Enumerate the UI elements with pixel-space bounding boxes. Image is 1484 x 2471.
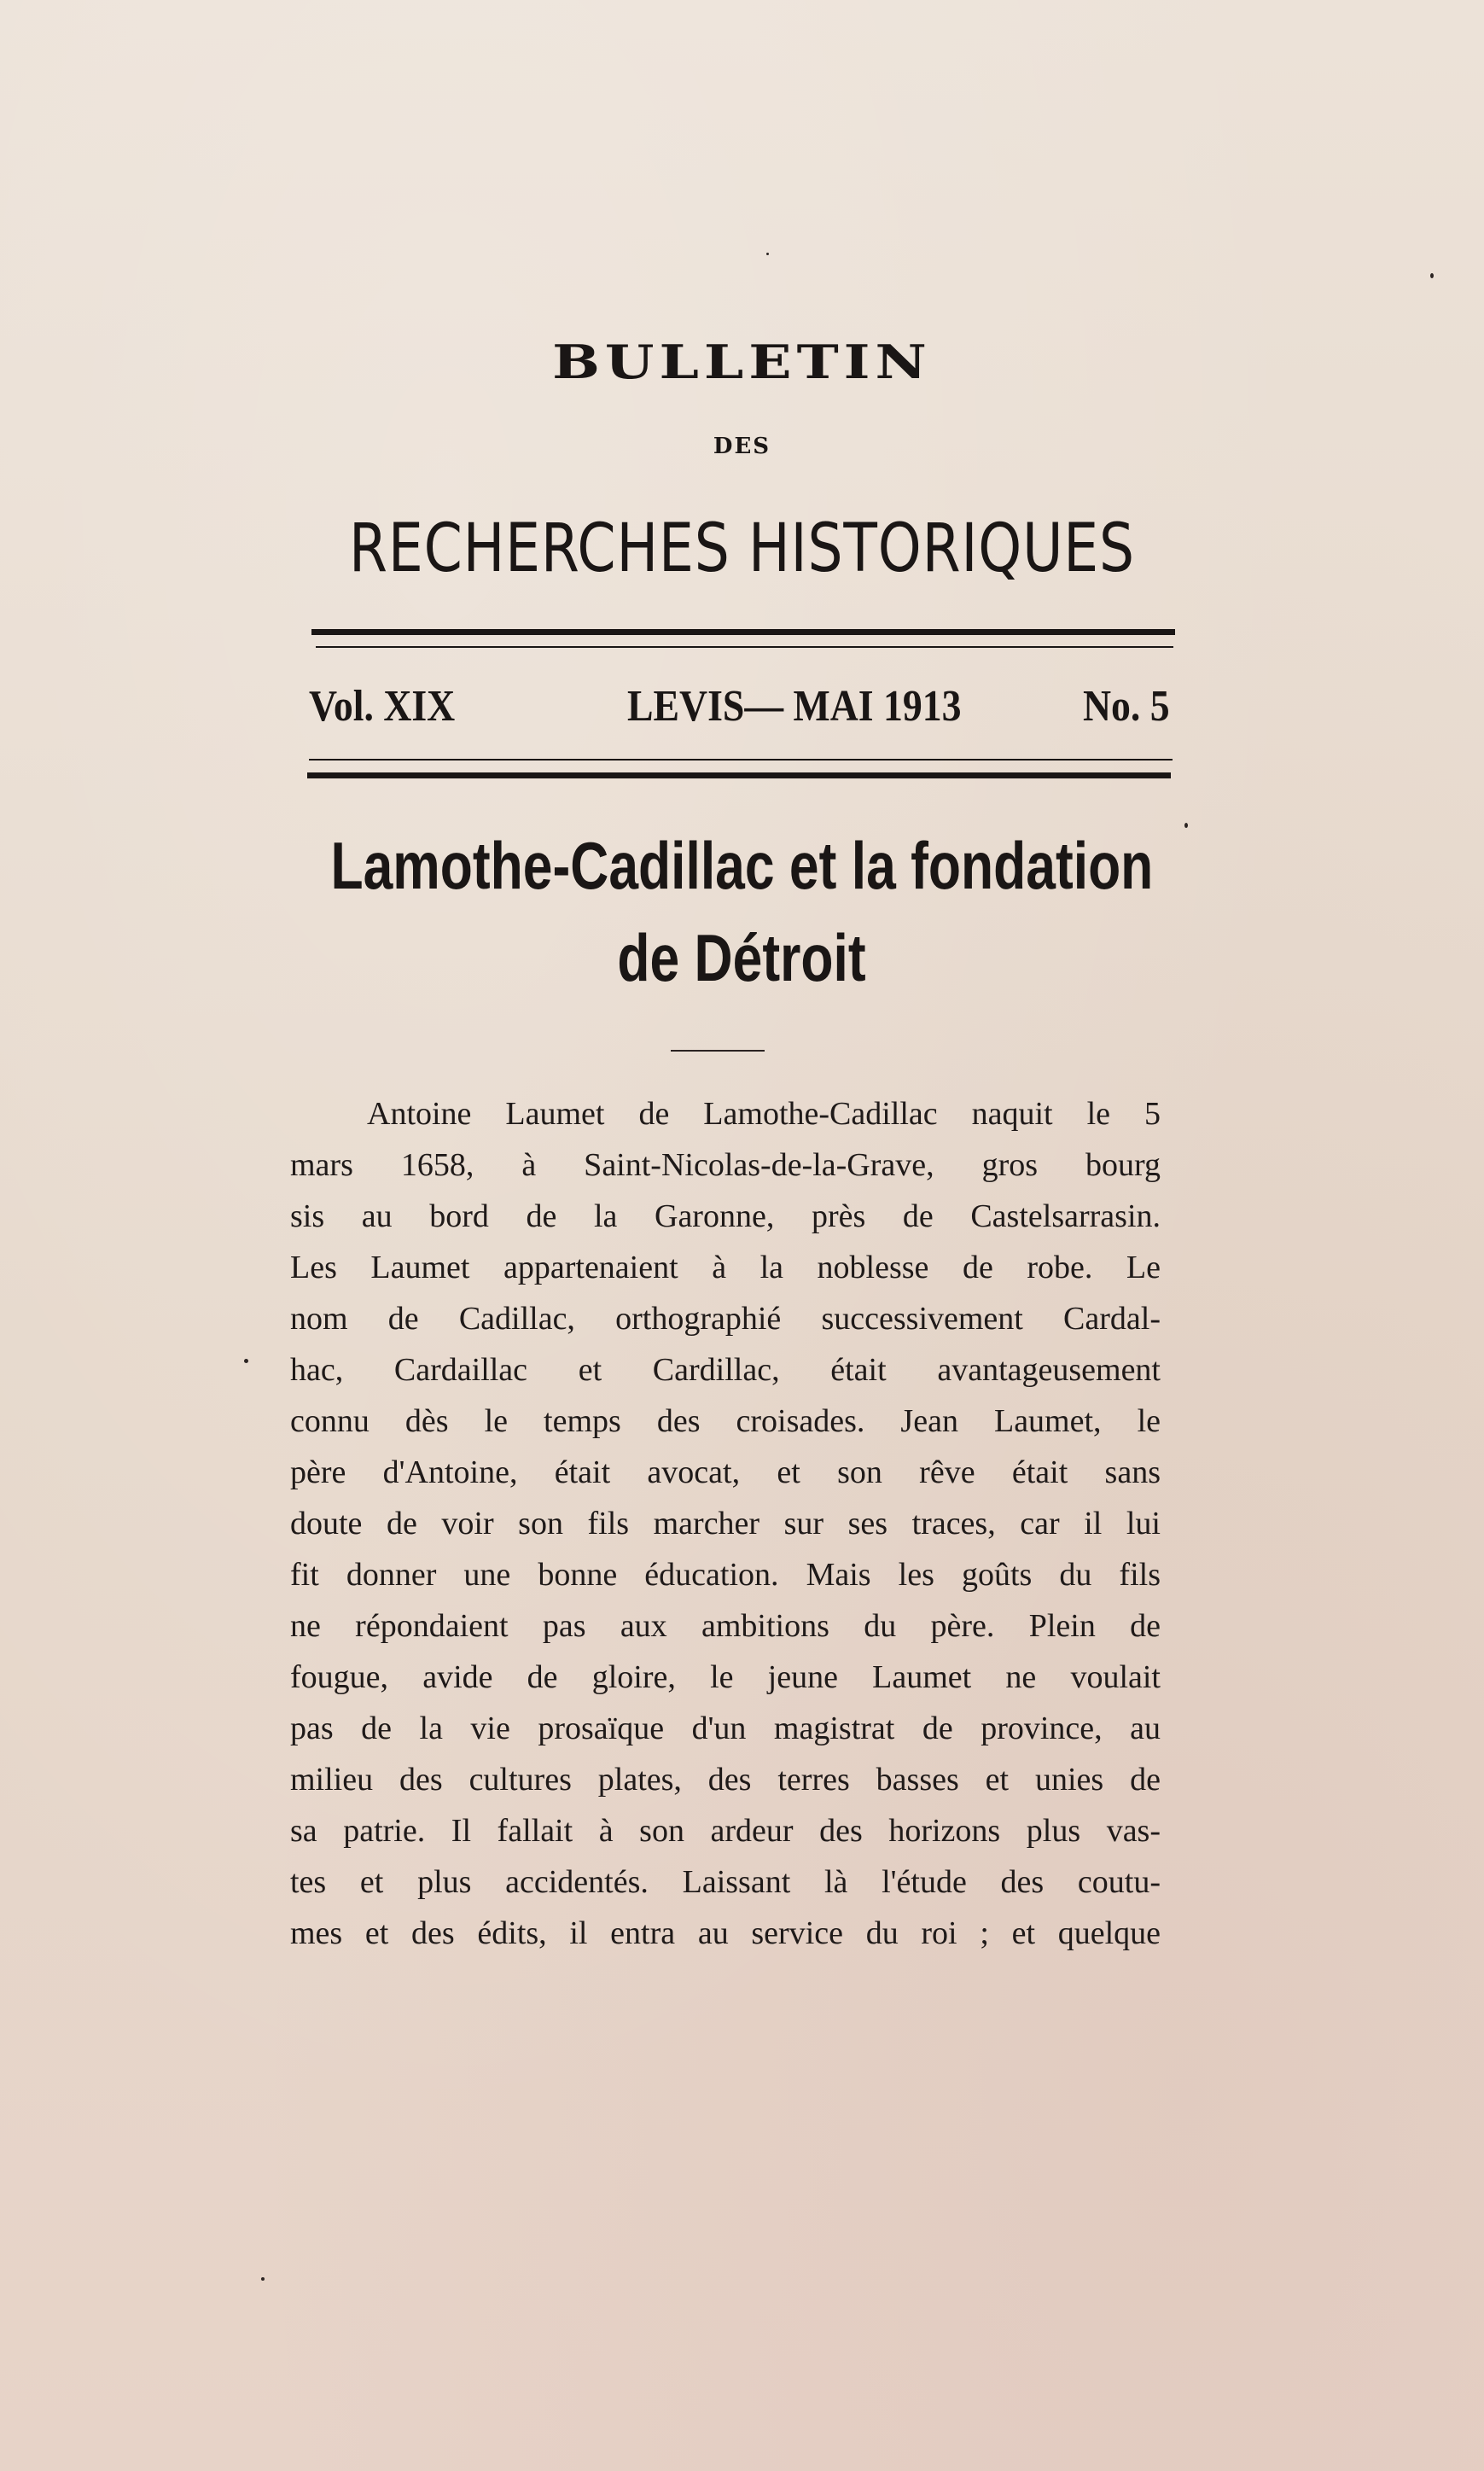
- paper-speck: [244, 1359, 248, 1363]
- issue-volume: Vol. XIX: [309, 682, 456, 731]
- title-separator: [671, 1050, 765, 1052]
- masthead-title: BULLETIN: [552, 335, 932, 389]
- paper-speck: [1430, 273, 1434, 278]
- top-rule-thin: [316, 646, 1173, 648]
- paper-speck: [1184, 823, 1188, 828]
- article-title-line-1: Lamothe-Cadillac et la fondation: [330, 828, 1154, 903]
- paper-speck: [261, 2277, 265, 2281]
- body-line: mes et des édits, il entra au service du roi ; et quelque: [290, 1915, 1161, 1951]
- top-rule-thick: [311, 629, 1175, 635]
- article-title-line-2: de Détroit: [617, 920, 867, 995]
- body-line: fougue, avide de gloire, le jeune Laumet ne voulait: [290, 1659, 1161, 1695]
- body-line: pas de la vie prosaïque d'un magistrat de province, au: [290, 1710, 1161, 1746]
- issue-line: [309, 681, 1178, 741]
- bottom-rule-thick: [307, 772, 1171, 778]
- body-line: doute de voir son fils marcher sur ses traces, car il lui: [290, 1506, 1161, 1541]
- body-line: Les Laumet appartenaient à la noblesse de robe. Le: [290, 1250, 1161, 1285]
- body-line: milieu des cultures plates, des terres basses et unies de: [290, 1762, 1161, 1798]
- issue-number: No. 5: [1083, 682, 1170, 731]
- article-body: [290, 1088, 1161, 1959]
- masthead-connector: DES: [713, 434, 771, 459]
- body-line: nom de Cadillac, orthographié successivement Cardal-: [290, 1301, 1161, 1337]
- body-line: ne répondaient pas aux ambitions du père. Plein de: [290, 1608, 1161, 1644]
- masthead-subtitle: RECHERCHES HISTORIQUES: [349, 510, 1135, 587]
- body-line: fit donner une bonne éducation. Mais les goûts du fils: [290, 1557, 1161, 1593]
- body-line: Antoine Laumet de Lamothe-Cadillac naquit le 5: [367, 1096, 1161, 1132]
- body-line: hac, Cardaillac et Cardillac, était avantageusement: [290, 1352, 1161, 1388]
- body-line: sa patrie. Il fallait à son ardeur des horizons plus vas-: [290, 1813, 1161, 1849]
- bottom-rule-thin: [309, 759, 1173, 761]
- body-line: connu dès le temps des croisades. Jean Laumet, le: [290, 1403, 1161, 1439]
- body-line: père d'Antoine, était avocat, et son rêve était sans: [290, 1454, 1161, 1490]
- issue-place-date: LEVIS— MAI 1913: [627, 682, 962, 731]
- paper-speck: [766, 253, 769, 255]
- body-line: sis au bord de la Garonne, près de Castelsarrasin.: [290, 1198, 1161, 1234]
- article-title: [0, 819, 1484, 1004]
- body-line: mars 1658, à Saint-Nicolas-de-la-Grave, gros bourg: [290, 1147, 1161, 1183]
- body-line: tes et plus accidentés. Laissant là l'étude des coutu-: [290, 1864, 1161, 1900]
